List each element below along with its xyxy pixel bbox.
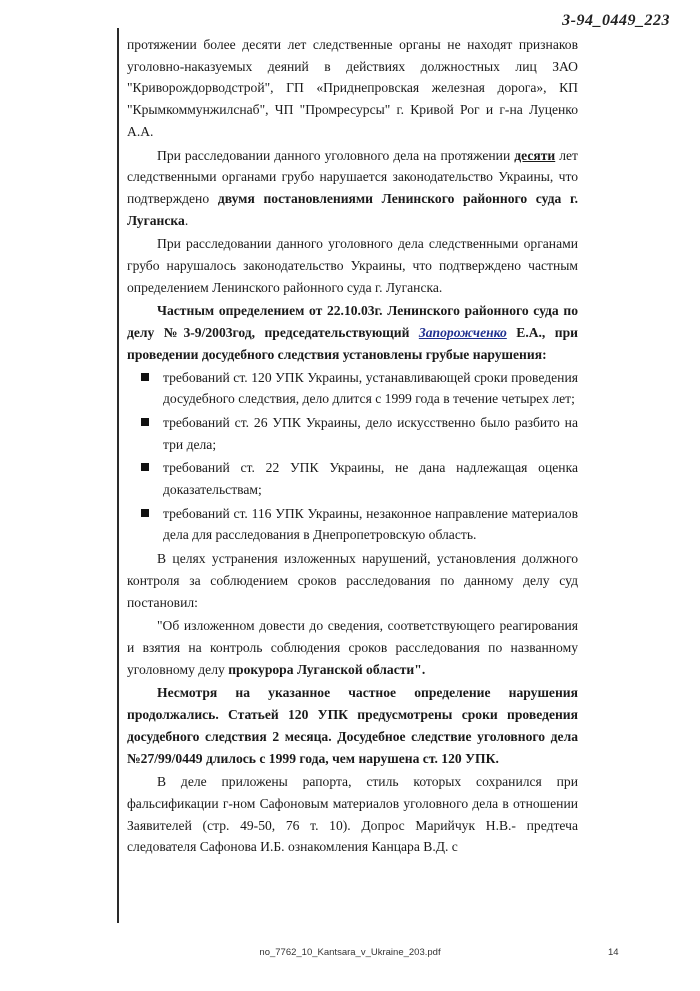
paragraph-8: В деле приложены рапорта, стиль которых сохранился при фальсификации г-ном Сафоновым материалов уголовного дела в отношении Заявителей (стр. 49-50, 76 т. 10). Допрос Марийчук Н.В.- предтеча следователя Сафонова И.Б. ознакомления Канцара В.Д. с (127, 774, 578, 855)
footer-filename: no_7762_10_Kantsara_v_Ukraine_203.pdf (259, 947, 441, 958)
paragraph-2-text-3: лет следственными органами грубо нарушается законодательство Украины, что подтверждено (127, 147, 579, 206)
paragraph-2 (127, 145, 578, 232)
square-bullet-icon (141, 509, 149, 517)
list-item (127, 412, 578, 455)
page-number: 14 (608, 947, 619, 958)
list-item-text: требований ст. 26 УПК Украины, дело искусственно было разбито на три дела; (163, 414, 578, 452)
paragraph-3: При расследовании данного уголовного дела следственными органами грубо нарушалось законодательство Украины, что подтверждено частным определением Ленинского районного суда г. Луганска. (127, 236, 578, 295)
list-item-text: требований ст. 22 УПК Украины, не дана надлежащая оценка доказательствам; (163, 460, 578, 498)
square-bullet-icon (141, 418, 149, 426)
paragraph-2-emphasis-ten: десяти (514, 147, 556, 163)
paragraph-2-text-5: . (184, 212, 189, 228)
left-margin-line (117, 28, 119, 923)
list-item-text: требований ст. 120 УПК Украины, устанавливающей сроки проведения досудебного следствия, дело длится с 1999 года в течение четырех лет; (163, 369, 578, 407)
list-item (127, 367, 578, 410)
paragraph-4-text-3: Е.А., при проведении досудебного следствия установлены грубые нарушения: (127, 325, 578, 362)
square-bullet-icon (141, 373, 149, 381)
list-item-text: требований ст. 116 УПК Украины, незаконное направление материалов дела для расследования в Днепропетровскую область. (163, 505, 578, 543)
paragraph-4-text-1: Частным определением от 22.10.03г. Ленинского районного суда по делу №3-9/2003год, председательствующий (127, 303, 578, 341)
paragraph-6 (127, 615, 578, 680)
paragraph-2-court-rulings: двумя постановлениями Ленинского районного суда г. Луганска (127, 190, 578, 228)
paragraph-2-text-1: При расследовании данного уголовного дела на протяжении (157, 147, 515, 163)
list-item (127, 503, 578, 546)
document-id: 3-94_0449_223 (562, 12, 670, 29)
page-content (127, 34, 578, 858)
paragraph-1: протяжении более десяти лет следственные органы не находят признаков уголовно-наказуемых деяний в действиях должностных лиц ЗАО "Криворождорводстрой", ГП «Приднепровская железная дорога», КП "Крымкоммунжилснаб", ЧП "Промресурсы" г. Кривой Рог и г-на Луценко А.А. (127, 37, 578, 139)
list-item (127, 457, 578, 500)
judge-name-link[interactable]: Запорожченко (418, 325, 507, 341)
paragraph-6-prosecutor: прокурора Луганской области". (228, 661, 426, 677)
square-bullet-icon (141, 463, 149, 471)
paragraph-4 (127, 300, 578, 365)
paragraph-6-quote: "Об изложенном довести до сведения, соответствующего реагирования и взятия на контроль соблюдения сроков расследования по названному уголовному делу (127, 618, 578, 677)
paragraph-5: В целях устранения изложенных нарушений, установления должного контроля за соблюдением сроков расследования по данному делу суд постановил: (127, 551, 578, 610)
paragraph-7: Несмотря на указанное частное определение нарушения продолжались. Статьей 120 УПК предусмотрены сроки проведения досудебного следствия 2 месяца. Досудебное следствие уголовного дела №27/99/0449 длилось с 1999 года, чем нарушена ст. 120 УПК. (127, 685, 578, 766)
violations-list (127, 367, 578, 547)
